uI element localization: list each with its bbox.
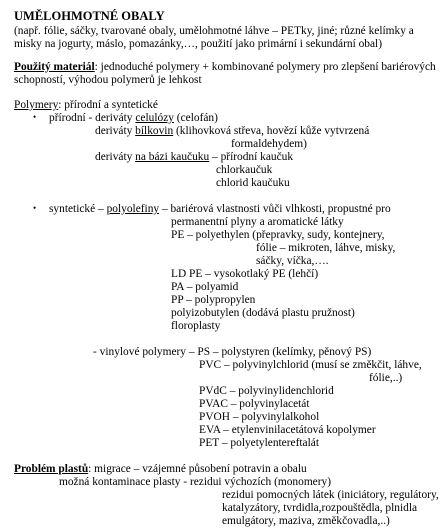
polymers-line [14, 99, 158, 112]
vinyl-item: PVC – polyvinylchlorid (musí se změkčit, láhve, [199, 359, 422, 371]
synthetic-bullet [33, 203, 36, 216]
vinyl-item: fólie,..) [369, 372, 403, 384]
intro-line-1: (např. fólie, sáčky, tvarované obaly, umělohmotné láhve – PETky, jiné; různé kelímky a [14, 25, 414, 37]
protein-suffix: (klihovková střeva, hovězí kůže vytvrzená [173, 125, 370, 137]
problems-text: : migrace – vzájemné působení potravin a obalu [88, 463, 307, 475]
synthetic-line [49, 203, 391, 216]
rubber-item: chlorkaučuk [216, 164, 273, 176]
residue-line: katalyzátory, tvrdidla,rozpouštědla, plnidla [222, 502, 418, 514]
vinyl-line: - vinylové polymery – PS – polystyren (kelímky, pěnový PS) [93, 346, 372, 358]
polymers-label: Polymery [14, 99, 59, 111]
protein-prefix: deriváty [95, 125, 136, 137]
natural-line [49, 112, 218, 125]
vinyl-item: PVOH – polyvinylalkohol [199, 411, 320, 423]
document-title: UMĚLOHMOTNÉ OBALY [14, 9, 165, 23]
rubber-term: na bázi kaučuku [135, 151, 210, 163]
vinyl-item: EVA – etylenvinilacetátová kopolymer [199, 424, 376, 436]
polyolefin-item: fólie – mikroten, láhve, misky, [256, 242, 396, 254]
problems-label: Problém plastů [14, 463, 89, 475]
natural-suffix: (celofán) [173, 112, 218, 124]
intro-line-2: misky na jogurty, máslo, pomazánky,…, použití jako primární i sekundární obal) [14, 38, 383, 50]
synthetic-prefix: syntetické – [49, 203, 107, 215]
polyolefin-item: floroplasty [171, 320, 221, 332]
synthetic-suffix: – bariérová vlastnosti vůči vlhkosti, propustné pro [159, 203, 391, 215]
protein-line [95, 125, 369, 138]
vinyl-item: PVAC – polyvinylacetát [199, 398, 310, 410]
polyolefin-item: PP – polypropylen [171, 294, 256, 306]
materials-text: : jednoduché polymery + kombinované polymery pro zlepšení bariérových [94, 61, 436, 73]
rubber-line [95, 151, 293, 164]
contamination-line: možná kontaminace plasty - rezidui výchozích (monomery) [59, 476, 332, 488]
rubber-prefix: deriváty [95, 151, 136, 163]
vinyl-item: PVdC – polyvinylidenchlorid [199, 385, 334, 397]
synthetic-term: polyolefiny [106, 203, 160, 215]
residue-line: rezidui pomocných látek (iniciátory, regulátory, [222, 489, 439, 501]
materials-line-1 [14, 61, 436, 74]
polyolefin-item: PA – polyamid [171, 281, 239, 293]
polymers-text: : přírodní a syntetické [58, 99, 158, 111]
vinyl-item: PET – polyetylentereftalát [199, 437, 319, 449]
materials-line-2: schopností, výhodou polymerů je lehkost [14, 74, 202, 86]
protein-term: bílkovin [135, 125, 174, 137]
protein-cont: formaldehydem) [231, 138, 307, 150]
polyolefin-item: sáčky, víčka,…. [256, 255, 329, 267]
problems-line [14, 463, 307, 476]
rubber-item: chlorid kaučuku [216, 177, 290, 189]
bullet-icon: • [33, 203, 37, 213]
bullet-icon: • [33, 112, 37, 122]
polyolefin-item: polyizobutylen (dodává plastu pružnost) [171, 307, 355, 319]
polyolefin-item: PE – polyethylen (přepravky, sudy, kontejnery, [171, 229, 385, 241]
natural-bullet [33, 112, 36, 125]
rubber-suffix: – přírodní kaučuk [209, 151, 294, 163]
polyolefin-item: LD PE – vysokotlaký PE (lehčí) [171, 268, 319, 280]
materials-label: Použitý materiál [14, 61, 95, 73]
natural-prefix: přírodní - deriváty [49, 112, 136, 124]
residue-line: emulgátory, maziva, změkčovadla,..) [222, 515, 390, 527]
natural-term: celulózy [135, 112, 174, 124]
synthetic-cont: permanentní plyny a aromatické látky [171, 216, 344, 228]
